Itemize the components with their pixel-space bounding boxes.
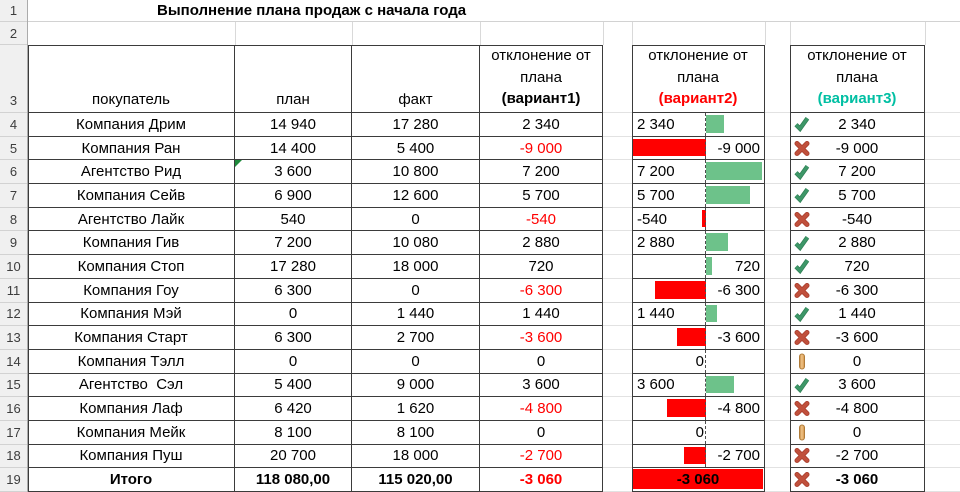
cell-deviation-iconset[interactable] xyxy=(790,231,925,255)
check-icon xyxy=(793,163,810,180)
empty-cell xyxy=(925,45,960,113)
databar-axis-line xyxy=(705,231,706,254)
empty-cell xyxy=(925,326,960,350)
cell-deviation-databar[interactable] xyxy=(632,445,765,469)
cell-deviation-iconset[interactable] xyxy=(790,279,925,303)
databar-axis-line xyxy=(705,303,706,326)
cell-fact[interactable]: 12 600 xyxy=(352,184,480,208)
cell-plan[interactable]: 540 xyxy=(235,208,352,232)
cell-fact[interactable]: 10 800 xyxy=(352,160,480,184)
cell-buyer[interactable]: Агентство Лайк xyxy=(28,208,235,232)
cell-plan[interactable]: 6 300 xyxy=(235,279,352,303)
iconset-value-label: 720 xyxy=(844,257,870,275)
cell-fact[interactable]: 18 000 xyxy=(352,445,480,469)
cell-buyer[interactable]: Компания Гоу xyxy=(28,279,235,303)
row-header-7[interactable]: 7 xyxy=(0,184,27,208)
empty-cell xyxy=(603,255,632,279)
empty-cell xyxy=(765,279,790,303)
cell-deviation-variant1[interactable]: 0 xyxy=(480,350,603,374)
cell-deviation-databar[interactable] xyxy=(632,421,765,445)
cross-icon xyxy=(793,329,810,346)
header-deviation-variant3[interactable] xyxy=(790,45,925,113)
empty-cell xyxy=(765,45,790,113)
gridline-vertical xyxy=(352,22,353,45)
empty-cell xyxy=(925,468,960,492)
row-header-14[interactable]: 14 xyxy=(0,350,27,374)
cell-fact[interactable]: 0 xyxy=(352,350,480,374)
cross-icon xyxy=(793,400,810,417)
empty-cell xyxy=(765,468,790,492)
cell-plan[interactable]: 0 xyxy=(235,303,352,327)
empty-cell xyxy=(603,303,632,327)
databar-value-label: 1 440 xyxy=(637,305,675,323)
cell-plan[interactable]: 17 280 xyxy=(235,255,352,279)
data-bar-positive xyxy=(706,376,734,394)
empty-cell xyxy=(603,326,632,350)
gap-column-1 xyxy=(603,45,632,492)
empty-cell xyxy=(925,350,960,374)
databar-axis-line xyxy=(705,160,706,183)
empty-cell xyxy=(765,231,790,255)
cell-fact[interactable]: 115 020,00 xyxy=(352,468,480,492)
cell-buyer[interactable]: Компания Тэлл xyxy=(28,350,235,374)
data-bar-positive xyxy=(706,305,717,323)
sheet-title[interactable]: Выполнение плана продаж с начала года xyxy=(157,2,467,19)
data-bar-negative xyxy=(677,328,706,346)
databar-value-label: 5 700 xyxy=(637,186,675,204)
databar-value-label: -4 800 xyxy=(717,400,760,418)
databar-axis-line xyxy=(705,184,706,207)
cell-plan[interactable]: 14 940 xyxy=(235,113,352,137)
header-variant2-label: (вариант2) xyxy=(658,90,738,108)
gridline-vertical xyxy=(765,22,766,45)
cell-fact[interactable]: 5 400 xyxy=(352,137,480,161)
cell-deviation-databar[interactable] xyxy=(632,468,765,492)
gridline-vertical xyxy=(235,22,236,45)
cell-fact[interactable]: 8 100 xyxy=(352,421,480,445)
cell-deviation-databar[interactable] xyxy=(632,184,765,208)
cell-deviation-variant1[interactable]: -540 xyxy=(480,208,603,232)
cell-deviation-variant1[interactable]: 2 880 xyxy=(480,231,603,255)
row-header-13[interactable]: 13 xyxy=(0,326,27,350)
cell-buyer[interactable]: Компания Мэй xyxy=(28,303,235,327)
iconset-value-label: 3 600 xyxy=(838,376,876,394)
row-header-6[interactable]: 6 xyxy=(0,160,27,184)
row-header-5[interactable]: 5 xyxy=(0,137,27,161)
empty-cell xyxy=(765,137,790,161)
cell-buyer[interactable]: Компания Сейв xyxy=(28,184,235,208)
cell-deviation-databar[interactable] xyxy=(632,303,765,327)
iconset-value-label: 7 200 xyxy=(838,163,876,181)
cell-deviation-databar[interactable] xyxy=(632,397,765,421)
iconset-value-label: 5 700 xyxy=(838,186,876,204)
cell-plan[interactable]: 118 080,00 xyxy=(235,468,352,492)
cell-deviation-databar[interactable] xyxy=(632,231,765,255)
cell-deviation-iconset[interactable] xyxy=(790,374,925,398)
cell-buyer[interactable]: Компания Дрим xyxy=(28,113,235,137)
iconset-value-label: -6 300 xyxy=(835,281,879,299)
databar-value-label: -6 300 xyxy=(717,281,760,299)
cell-deviation-databar[interactable] xyxy=(632,350,765,374)
top-rows xyxy=(28,0,960,45)
empty-cell xyxy=(765,113,790,137)
cell-deviation-variant1[interactable]: -9 000 xyxy=(480,137,603,161)
header-deviation-line2: плана xyxy=(677,68,719,86)
iconset-value-label: -3 060 xyxy=(835,471,879,489)
empty-cell xyxy=(925,303,960,327)
databar-value-label: 3 600 xyxy=(637,376,675,394)
cell-deviation-variant1[interactable]: 0 xyxy=(480,421,603,445)
cell-plan[interactable]: 14 400 xyxy=(235,137,352,161)
empty-cell xyxy=(765,397,790,421)
row-header-3[interactable]: 3 xyxy=(0,45,27,113)
cell-deviation-databar[interactable] xyxy=(632,374,765,398)
data-bar-negative xyxy=(684,447,706,465)
cell-buyer[interactable]: Компания Старт xyxy=(28,326,235,350)
cell-deviation-variant1[interactable]: -2 700 xyxy=(480,445,603,469)
databar-value-label: -540 xyxy=(637,210,668,228)
empty-cell xyxy=(765,374,790,398)
row-header-8[interactable]: 8 xyxy=(0,208,27,232)
empty-cell xyxy=(925,208,960,232)
cell-deviation-variant1[interactable]: 3 600 xyxy=(480,374,603,398)
cell-plan[interactable]: 7 200 xyxy=(235,231,352,255)
empty-cell xyxy=(603,397,632,421)
cell-buyer[interactable]: Компания Ран xyxy=(28,137,235,161)
cell-deviation-databar[interactable] xyxy=(632,160,765,184)
databar-axis-line xyxy=(705,326,706,349)
empty-cell xyxy=(925,184,960,208)
databar-axis-line xyxy=(705,113,706,136)
cell-deviation-databar[interactable] xyxy=(632,279,765,303)
databar-value-label: -2 700 xyxy=(717,447,760,465)
iconset-value-label: -4 800 xyxy=(835,400,879,418)
cell-deviation-databar[interactable] xyxy=(632,255,765,279)
empty-cell xyxy=(925,137,960,161)
cell-buyer[interactable]: Агентство Сэл xyxy=(28,374,235,398)
databar-axis-line xyxy=(705,208,706,231)
empty-cell xyxy=(925,255,960,279)
cell-plan[interactable]: 6 420 xyxy=(235,397,352,421)
header-deviation-line1: отклонение от xyxy=(648,47,748,65)
empty-cell xyxy=(765,208,790,232)
row-header-18[interactable]: 18 xyxy=(0,445,27,469)
cell-plan[interactable]: 6 300 xyxy=(235,326,352,350)
cell-buyer[interactable]: Компания Стоп xyxy=(28,255,235,279)
header-buyer-label: покупатель xyxy=(92,91,170,108)
error-flag-icon xyxy=(235,160,242,167)
cell-fact[interactable]: 1 620 xyxy=(352,397,480,421)
cell-fact[interactable]: 10 080 xyxy=(352,231,480,255)
cell-deviation-variant1[interactable]: -3 600 xyxy=(480,326,603,350)
cross-icon xyxy=(793,447,810,464)
databar-axis-line xyxy=(705,421,706,444)
cell-deviation-variant1[interactable]: -3 060 xyxy=(480,468,603,492)
empty-cell xyxy=(603,208,632,232)
cell-deviation-databar[interactable] xyxy=(632,208,765,232)
header-buyer[interactable] xyxy=(28,45,235,113)
iconset-value-label: -2 700 xyxy=(835,447,879,465)
data-bar-negative xyxy=(667,399,706,417)
cross-icon xyxy=(793,282,810,299)
cell-plan[interactable]: 8 100 xyxy=(235,421,352,445)
cell-buyer[interactable]: Компания Гив xyxy=(28,231,235,255)
iconset-value-label: 0 xyxy=(852,423,862,441)
empty-cell xyxy=(765,160,790,184)
cell-buyer[interactable]: Компания Пуш xyxy=(28,445,235,469)
iconset-value-label: 0 xyxy=(852,352,862,370)
databar-axis-line xyxy=(705,137,706,160)
empty-cell xyxy=(925,397,960,421)
empty-cell xyxy=(765,326,790,350)
empty-cell xyxy=(765,350,790,374)
empty-cell xyxy=(603,160,632,184)
empty-cell xyxy=(603,137,632,161)
cell-buyer[interactable]: Итого xyxy=(28,468,235,492)
row-header-15[interactable]: 15 xyxy=(0,374,27,398)
cell-buyer[interactable]: Агентство Рид xyxy=(28,160,235,184)
empty-cell xyxy=(925,160,960,184)
databar-value-label: -3 600 xyxy=(717,329,760,347)
cell-plan[interactable]: 20 700 xyxy=(235,445,352,469)
header-deviation-line1: отклонение от xyxy=(807,47,907,65)
cell-deviation-iconset[interactable] xyxy=(790,137,925,161)
cell-deviation-variant1[interactable]: 5 700 xyxy=(480,184,603,208)
cell-fact[interactable]: 0 xyxy=(352,279,480,303)
cell-deviation-iconset[interactable] xyxy=(790,421,925,445)
cell-plan[interactable]: 0 xyxy=(235,350,352,374)
data-bar-negative xyxy=(655,281,706,299)
cell-deviation-iconset[interactable] xyxy=(790,255,925,279)
cell-deviation-iconset[interactable] xyxy=(790,350,925,374)
cell-deviation-variant1[interactable]: -6 300 xyxy=(480,279,603,303)
iconset-column xyxy=(790,45,925,492)
databar-axis-line xyxy=(705,445,706,468)
empty-cell xyxy=(603,113,632,137)
gridline-vertical xyxy=(925,22,926,45)
databar-axis-line xyxy=(705,350,706,373)
iconset-value-label: 1 440 xyxy=(838,305,876,323)
cell-fact[interactable]: 17 280 xyxy=(352,113,480,137)
gridline-vertical xyxy=(790,22,791,45)
cell-fact[interactable]: 0 xyxy=(352,208,480,232)
databar-axis-line xyxy=(705,374,706,397)
empty-cell xyxy=(925,231,960,255)
row-header-9[interactable]: 9 xyxy=(0,231,27,255)
empty-cell xyxy=(603,374,632,398)
cell-fact[interactable]: 9 000 xyxy=(352,374,480,398)
cell-buyer[interactable]: Компания Лаф xyxy=(28,397,235,421)
gridline-vertical xyxy=(480,22,481,45)
iconset-value-label: 2 340 xyxy=(838,115,876,133)
cell-plan[interactable]: 3 600 xyxy=(235,160,352,184)
data-bar-positive xyxy=(706,115,724,133)
databar-value-label: 2 340 xyxy=(637,115,675,133)
row-number-gutter xyxy=(0,0,28,492)
cell-buyer[interactable]: Компания Мейк xyxy=(28,421,235,445)
databar-axis-line xyxy=(705,255,706,278)
empty-cell xyxy=(603,279,632,303)
row-header-19[interactable]: 19 xyxy=(0,468,27,492)
row-header-10[interactable]: 10 xyxy=(0,255,27,279)
row-header-17[interactable]: 17 xyxy=(0,421,27,445)
cross-icon xyxy=(793,211,810,228)
empty-cell xyxy=(925,421,960,445)
cross-icon xyxy=(793,471,810,488)
cell-fact[interactable]: 18 000 xyxy=(352,255,480,279)
header-plan[interactable] xyxy=(235,45,352,113)
header-deviation-variant1[interactable] xyxy=(480,45,603,113)
empty-cell xyxy=(603,184,632,208)
empty-cell xyxy=(925,279,960,303)
cell-deviation-databar[interactable] xyxy=(632,326,765,350)
cell-deviation-variant1[interactable]: -4 800 xyxy=(480,397,603,421)
databar-value-label: 2 880 xyxy=(637,234,675,252)
databar-axis-line xyxy=(705,397,706,420)
right-margin xyxy=(925,45,960,492)
cell-deviation-iconset[interactable] xyxy=(790,326,925,350)
empty-cell xyxy=(603,45,632,113)
data-bar-negative xyxy=(633,139,706,157)
row-header-11[interactable]: 11 xyxy=(0,279,27,303)
cell-deviation-iconset[interactable] xyxy=(790,445,925,469)
row-header-1[interactable]: 1 xyxy=(0,0,27,22)
check-icon xyxy=(793,305,810,322)
header-fact-label: факт xyxy=(398,91,433,108)
iconset-value-label: -3 600 xyxy=(835,329,879,347)
cell-plan[interactable]: 5 400 xyxy=(235,374,352,398)
cell-deviation-iconset[interactable] xyxy=(790,208,925,232)
cell-fact[interactable]: 1 440 xyxy=(352,303,480,327)
iconset-value-label: -540 xyxy=(841,210,873,228)
cell-deviation-variant1[interactable]: 7 200 xyxy=(480,160,603,184)
header-deviation-variant2[interactable] xyxy=(632,45,765,113)
check-icon xyxy=(793,187,810,204)
cell-deviation-iconset[interactable] xyxy=(790,303,925,327)
gap-column-2 xyxy=(765,45,790,492)
empty-cell xyxy=(603,350,632,374)
row-header-2[interactable]: 2 xyxy=(0,22,27,45)
databar-value-label: 7 200 xyxy=(637,163,675,181)
check-icon xyxy=(793,376,810,393)
cell-deviation-variant1[interactable]: 720 xyxy=(480,255,603,279)
check-icon xyxy=(793,234,810,251)
cell-deviation-iconset[interactable] xyxy=(790,468,925,492)
empty-cell xyxy=(765,184,790,208)
cell-deviation-iconset[interactable] xyxy=(790,160,925,184)
header-deviation-line2: плана xyxy=(520,68,562,86)
gridline-vertical xyxy=(603,22,604,45)
header-variant1-label: (вариант1) xyxy=(501,90,581,108)
iconset-value-label: 2 880 xyxy=(838,234,876,252)
empty-cell xyxy=(603,231,632,255)
title-row xyxy=(28,0,960,22)
iconset-value-label: -9 000 xyxy=(835,139,879,157)
databar-column xyxy=(632,45,765,492)
header-deviation-line1: отклонение от xyxy=(491,47,591,65)
data-bar-positive xyxy=(706,233,728,251)
check-icon xyxy=(793,116,810,133)
empty-cell xyxy=(925,113,960,137)
cell-deviation-iconset[interactable] xyxy=(790,397,925,421)
cross-icon xyxy=(793,140,810,157)
cell-deviation-variant1[interactable]: 1 440 xyxy=(480,303,603,327)
header-fact[interactable] xyxy=(352,45,480,113)
empty-cell xyxy=(925,445,960,469)
cell-fact[interactable]: 2 700 xyxy=(352,326,480,350)
databar-value-label: -9 000 xyxy=(717,139,760,157)
row-header-12[interactable]: 12 xyxy=(0,303,27,327)
data-bar-positive xyxy=(706,257,712,275)
empty-cell xyxy=(603,468,632,492)
cell-deviation-databar[interactable] xyxy=(632,113,765,137)
empty-cell xyxy=(765,255,790,279)
data-bar-positive xyxy=(706,162,762,180)
header-plan-label: план xyxy=(276,91,310,108)
empty-cell xyxy=(603,421,632,445)
check-icon xyxy=(793,258,810,275)
exclamation-icon xyxy=(793,353,810,370)
cell-deviation-databar[interactable] xyxy=(632,137,765,161)
header-deviation-line2: плана xyxy=(836,68,878,86)
data-bar-positive xyxy=(706,186,750,204)
databar-value-label: 720 xyxy=(734,257,760,275)
databar-value-label: -3 060 xyxy=(676,471,720,489)
cell-plan[interactable]: 6 900 xyxy=(235,184,352,208)
cell-deviation-iconset[interactable] xyxy=(790,113,925,137)
databar-value-label: 0 xyxy=(695,352,704,370)
empty-cell xyxy=(765,421,790,445)
empty-cell xyxy=(925,374,960,398)
empty-cell xyxy=(765,445,790,469)
cell-deviation-iconset[interactable] xyxy=(790,184,925,208)
databar-value-label: 0 xyxy=(695,423,704,441)
header-variant3-label: (вариант3) xyxy=(817,90,897,108)
main-table xyxy=(28,45,603,492)
row-header-16[interactable]: 16 xyxy=(0,397,27,421)
cell-deviation-variant1[interactable]: 2 340 xyxy=(480,113,603,137)
row-header-4[interactable]: 4 xyxy=(0,113,27,137)
databar-axis-line xyxy=(705,279,706,302)
gridline-vertical xyxy=(632,22,633,45)
exclamation-icon xyxy=(793,424,810,441)
empty-cell xyxy=(603,445,632,469)
empty-cell xyxy=(765,303,790,327)
